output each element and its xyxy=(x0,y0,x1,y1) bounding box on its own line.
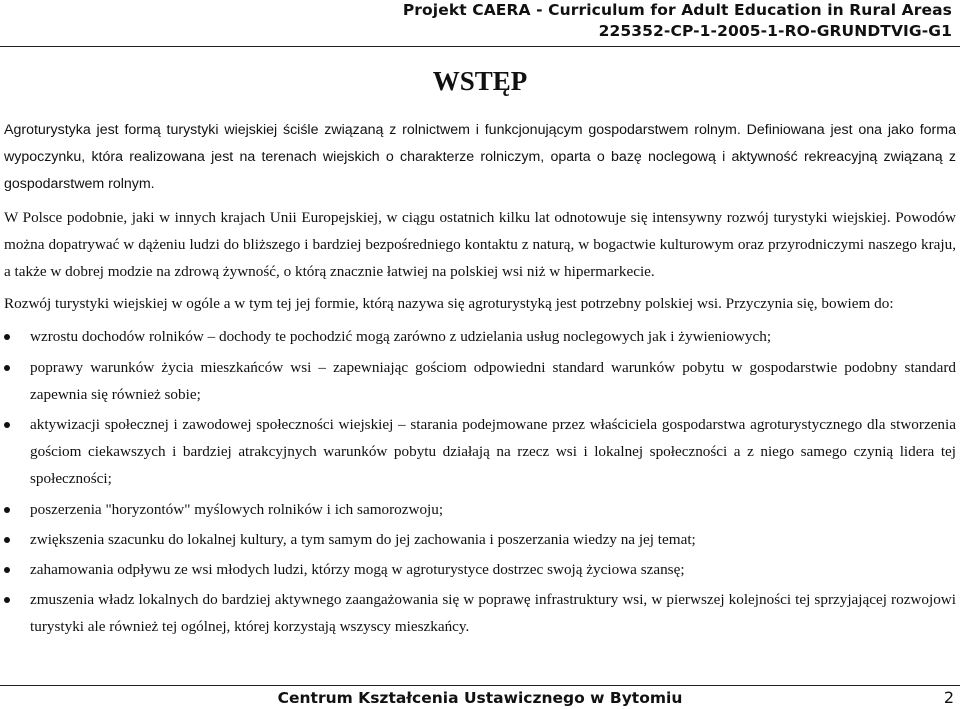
header-divider xyxy=(0,46,960,47)
bullet-icon xyxy=(4,537,10,543)
list-item: poszerzenia "horyzontów" myślowych rolników i ich samorozwoju; xyxy=(4,496,956,523)
footer-institution: Centrum Kształcenia Ustawicznego w Bytomiu xyxy=(277,689,683,707)
bullet-icon xyxy=(4,567,10,573)
development-paragraph: W Polsce podobnie, jaki w innych krajach Unii Europejskiej, w ciągu ostatnich kilku lat odnotowuje się intensywny rozwój turystyki wiejskiej. Powodów można dopatrywać w dążeniu ludzi do bliższego i bardziej bezpośredniego kontaktu z naturą, w bogactwie kulturowym oraz przyrodniczymi naszego kraju, a także w dobrej modzie na zdrową żywność, o którą znacznie łatwiej na polskiej wsi niż w hipermarkecie. xyxy=(4,208,956,281)
page-number: 2 xyxy=(943,688,954,707)
list-item: zmuszenia władz lokalnych do bardziej aktywnego zaangażowania się w poprawę infrastruktury wsi, w pierwszej kolejności tej sprzyjającej rozwojowi turystyki ale również tej ogólnej, której korzystają wszyscy mieszkańcy. xyxy=(4,586,956,640)
page-header xyxy=(403,0,952,42)
benefits-list xyxy=(4,323,956,640)
bullet-icon xyxy=(4,422,10,428)
list-item: poprawy warunków życia mieszkańców wsi – zapewniając gościom odpowiedni standard warunków pobytu w gospodarstwie podobny standard zapewnia się również sobie; xyxy=(4,354,956,408)
bullet-icon xyxy=(4,334,10,340)
footer-divider xyxy=(0,685,960,686)
page-title: WSTĘP xyxy=(432,66,528,96)
list-item: zwiększenia szacunku do lokalnej kultury, a tym samym do jej zachowania i poszerzania wiedzy na jej temat; xyxy=(4,526,956,553)
intro-paragraph: Agroturystyka jest formą turystyki wiejskiej ściśle związaną z rolnictwem i funkcjonującym gospodarstwem rolnym. Definiowana jest ona jako forma wypoczynku, która realizowana jest na terenach wiejskich o charakterze rolniczym, oparta o bazę noclegową i aktywność rekreacyjną związaną z gospodarstwem rolnym. xyxy=(4,122,956,193)
reasons-paragraph: Rozwój turystyki wiejskiej w ogóle a w tym tej jej formie, którą nazywa się agroturystyką jest potrzebny polskiej wsi. Przyczynia się, bowiem do: xyxy=(4,295,894,313)
header-project-title: Projekt CAERA - Curriculum for Adult Education in Rural Areas xyxy=(402,1,952,19)
bullet-icon xyxy=(4,597,10,603)
bullet-icon xyxy=(4,365,10,371)
list-item: zahamowania odpływu ze wsi młodych ludzi, którzy mogą w agroturystyce dostrzec swoją życiowa szansę; xyxy=(4,556,956,583)
list-item: wzrostu dochodów rolników – dochody te pochodzić mogą zarówno z udzielania usług noclegowych jak i żywieniowych; xyxy=(4,323,956,350)
bullet-icon xyxy=(4,507,10,513)
header-project-code: 225352-CP-1-2005-1-RO-GRUNDTVIG-G1 xyxy=(598,22,952,40)
list-item: aktywizacji społecznej i zawodowej społeczności wiejskiej – starania podejmowane przez właściciela gospodarstwa agroturystycznego dla stworzenia gościom ciekawszych i bardziej atrakcyjnych warunków pobytu działają na rzecz wsi i lokalnej społeczności a z niego samego czynią lidera tej społeczności; xyxy=(4,411,956,493)
document-body xyxy=(4,117,956,644)
